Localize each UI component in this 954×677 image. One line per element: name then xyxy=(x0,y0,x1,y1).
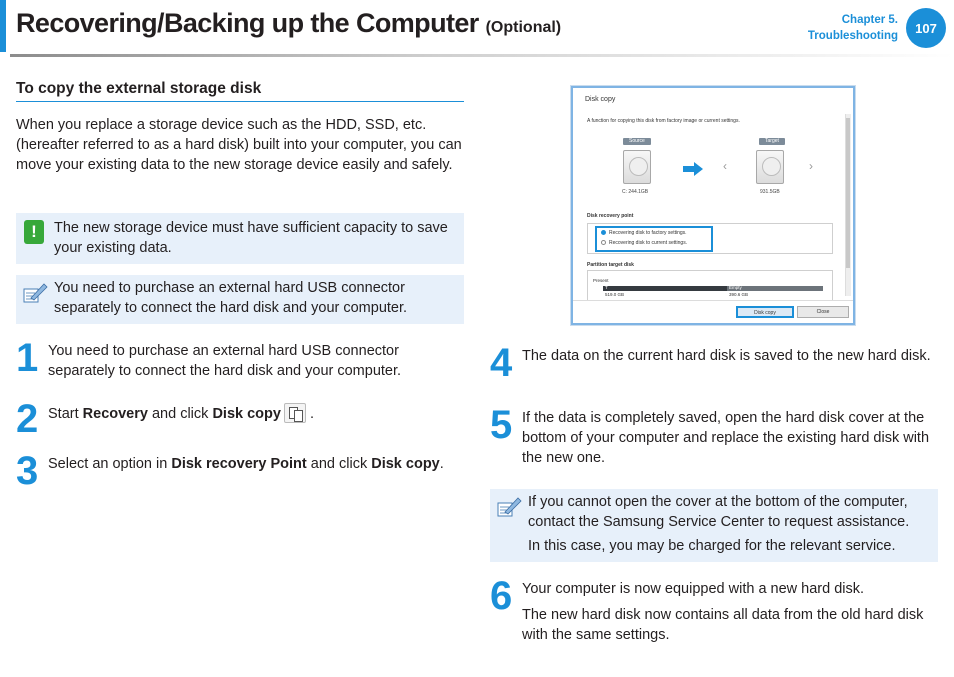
memo-text: You need to purchase an external hard USB connector separately to connect the hard disk and your computer. xyxy=(54,280,408,316)
page-number-badge: 107 xyxy=(906,8,946,48)
close-button[interactable]: Close xyxy=(797,306,849,318)
step-text: The data on the current hard disk is saved to the new hard disk. xyxy=(522,348,931,364)
warning-note xyxy=(16,213,464,264)
chapter-label: Chapter 5. Troubleshooting xyxy=(807,14,898,42)
intro-paragraph: When you replace a storage device such as the HDD, SSD, etc. (hereafter referred to as a hard disk) built into your computer, you can move your existing data to the new storage device easily and safely. xyxy=(16,117,462,173)
step-number: 2 xyxy=(16,397,39,441)
disk-copy-window xyxy=(573,88,853,323)
memo-text: If you cannot open the cover at the bottom of the computer, contact the Samsung Service Center to request assistance. xyxy=(528,494,910,530)
step-number: 4 xyxy=(490,341,513,385)
step-number: 6 xyxy=(490,574,513,618)
pencil-memo-icon xyxy=(496,495,522,519)
page-title-suffix: (Optional) xyxy=(485,19,562,36)
step-text-secondary: The new hard disk now contains all data from the old hard disk with the same settings. xyxy=(522,607,924,643)
scrollbar-thumb[interactable] xyxy=(846,118,850,268)
bar-left-label: T xyxy=(605,285,608,290)
warning-icon: ! xyxy=(24,220,44,244)
source-disk-icon xyxy=(623,150,651,184)
chevron-left-icon[interactable]: ‹ xyxy=(723,159,727,173)
step-text: Your computer is now equipped with a new hard disk. xyxy=(522,581,865,597)
arrow-right-icon xyxy=(683,162,703,176)
step-number: 3 xyxy=(16,449,39,493)
header-divider xyxy=(10,54,954,57)
present-label: Present xyxy=(593,278,609,283)
memo-note-service xyxy=(490,489,938,562)
step-number: 5 xyxy=(490,403,513,447)
source-pill: Source xyxy=(623,138,651,145)
target-pill: Target xyxy=(759,138,785,145)
radio-icon[interactable] xyxy=(601,230,606,235)
footer-divider xyxy=(573,300,853,301)
window-title: Disk copy xyxy=(585,96,616,103)
page-title: Recovering/Backing up the Computer (Optional) xyxy=(16,8,562,38)
step-text: You need to purchase an external hard USB connector separately to connect the hard disk and your computer. xyxy=(48,343,402,379)
chevron-right-icon[interactable]: › xyxy=(809,159,813,173)
source-caption: C: 244.1GB xyxy=(622,189,649,195)
recovery-point-label: Disk recovery point xyxy=(587,213,634,219)
step-text: Select an option in Disk recovery Point and click Disk copy. xyxy=(48,456,444,472)
pencil-memo-icon xyxy=(22,281,48,305)
radio-option-factory[interactable]: Recovering disk to factory settings. xyxy=(601,230,687,236)
target-caption: 931.5GB xyxy=(760,189,780,195)
bar-left-size: 519.0 GB xyxy=(605,292,625,297)
step-number: 1 xyxy=(16,336,39,380)
radio-icon[interactable] xyxy=(601,240,606,245)
step-text: Start Recovery and click Disk copy . xyxy=(48,403,458,424)
disk-copy-button[interactable]: Disk copy xyxy=(736,306,794,318)
memo-text-secondary: In this case, you may be charged for the relevant service. xyxy=(528,538,896,554)
window-description: A function for copying this disk from factory image or current settings. xyxy=(587,118,740,124)
partition-label: Partition target disk xyxy=(587,262,634,268)
bar-right-label: Empty xyxy=(729,285,742,290)
header-accent-bar xyxy=(0,0,6,52)
warning-text: The new storage device must have sufficient capacity to save your existing data. xyxy=(54,220,448,256)
radio-option-current[interactable]: Recovering disk to current settings. xyxy=(601,240,687,246)
disk-copy-screenshot xyxy=(571,86,855,325)
disk-copy-icon xyxy=(284,403,306,423)
step-text: If the data is completely saved, open the hard disk cover at the bottom of your computer and replace the existing hard disk with the new one. xyxy=(522,410,930,466)
memo-note xyxy=(16,275,464,324)
section-title: To copy the external storage disk xyxy=(16,80,464,102)
bar-right-size: 390.6 GB xyxy=(729,292,749,297)
target-disk-icon xyxy=(756,150,784,184)
partition-bar-used xyxy=(603,286,727,291)
